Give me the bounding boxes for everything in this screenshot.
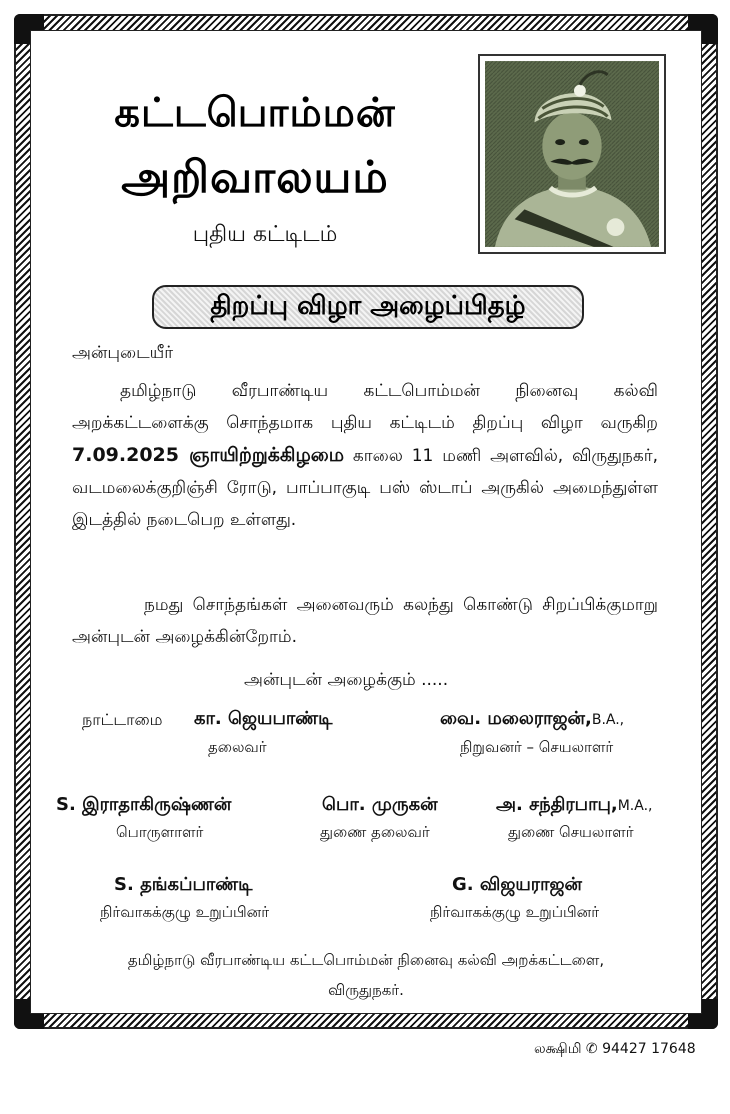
person-name: S. இராதாகிருஷ்ணன்	[56, 794, 232, 815]
phone-icon: ✆	[585, 1041, 598, 1057]
person-name: G. விஜயராஜன்	[452, 874, 582, 895]
printer-credit	[534, 1041, 696, 1059]
footer-org: தமிழ்நாடு வீரபாண்டிய கட்டபொம்மன் நினைவு கல்வி அறக்கட்டளை,	[127, 951, 605, 969]
person-role: துணை தலைவர்	[320, 823, 430, 841]
person-name-text: அ. சந்திரபாபு,	[496, 794, 618, 815]
person-name: பொ. முருகன்	[322, 794, 438, 815]
paragraph-text-start: தமிழ்நாடு வீரபாண்டிய கட்டபொம்மன் நினைவு கல்வி அறக்கட்டளைக்கு சொந்தமாக புதிய கட்டிடம் திறப்பு விழா வருகிற	[72, 381, 658, 433]
person-name	[440, 708, 624, 731]
printer-name: லக்ஷிமி	[534, 1041, 582, 1057]
invitation-paragraph	[72, 375, 658, 536]
invite-paragraph: நமது சொந்தங்கள் அனைவரும் கலந்து கொண்டு சிறப்பிக்குமாறு அன்புடன் அழைக்கின்றோம்.	[72, 595, 658, 647]
greeting: அன்புடையீர்	[72, 343, 174, 363]
person-role: நிர்வாகக்குழு உறுப்பினர்	[430, 903, 600, 921]
person-role: நிறுவனர் – செயலாளர்	[460, 738, 614, 756]
person-degree: M.A.,	[617, 798, 653, 814]
title-line2: அறிவாலயம்	[121, 152, 389, 203]
person-name	[496, 794, 652, 817]
footer-city: விருதுநகர்.	[328, 981, 404, 999]
person-name-text: வை. மலைராஜன்,	[440, 708, 592, 729]
person-role: தலைவர்	[208, 738, 267, 756]
invite-line: அன்புடன் அழைக்கும் .....	[244, 670, 449, 690]
person-name: கா. ஜெயபாண்டி	[194, 708, 333, 729]
banner-label: திறப்பு விழா அழைப்பிதழ்	[210, 290, 526, 321]
phone-number: 94427 17648	[602, 1041, 696, 1057]
person-name: S. தங்கப்பாண்டி	[114, 874, 253, 895]
person-role: பொருளாளர்	[116, 823, 204, 841]
invitation-banner	[152, 285, 584, 329]
person-role: நிர்வாகக்குழு உறுப்பினர்	[100, 903, 270, 921]
person-degree: B.A.,	[591, 712, 625, 728]
person-role: துணை செயலாளர்	[508, 823, 634, 841]
portrait-image	[478, 54, 666, 254]
title-prefix: நாட்டாமை	[82, 710, 163, 729]
portrait-illustration	[485, 61, 659, 247]
title-line1: கட்டபொம்மன்	[114, 90, 396, 136]
subtitle: புதிய கட்டிடம்	[192, 222, 338, 247]
paragraph-text-end: காலை 11 மணி அளவில், விருதுநகர், வடமலைக்குறிஞ்சி ரோடு, பாப்பாகுடி பஸ் ஸ்டாப் அருகில் அமைந்துள்ள இடத்தில் நடைபெற உள்ளது.	[72, 446, 658, 530]
event-date: 7.09.2025 ஞாயிற்றுக்கிழமை	[72, 444, 345, 466]
